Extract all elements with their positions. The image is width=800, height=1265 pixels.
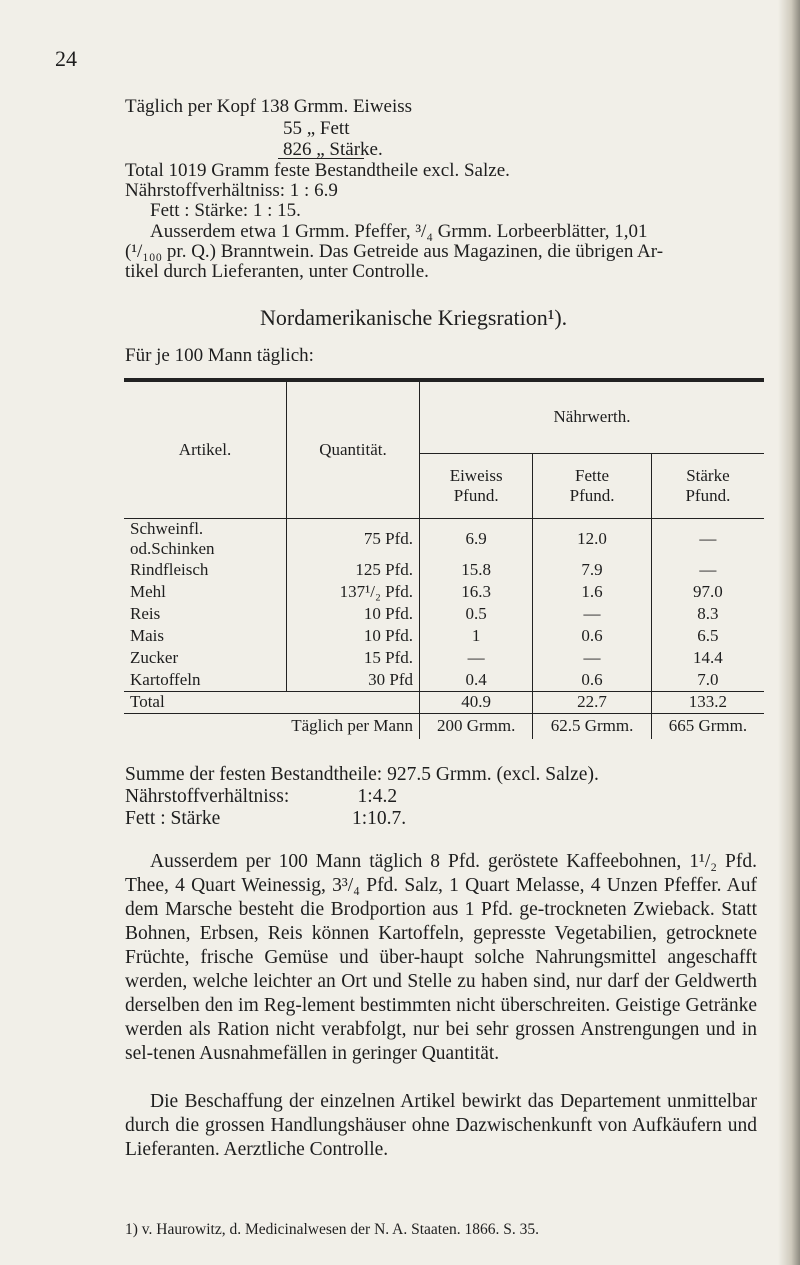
cell-quantitaet: 30 Pfd (287, 669, 420, 691)
cell-artikel: Kartoffeln (124, 669, 287, 691)
header-line-7: Ausserdem etwa 1 Grmm. Pfeffer, ³/₄ Grmm. Lorbeerblätter, 1,01 (150, 221, 648, 242)
subheader-staerke: Stärke Pfund. (685, 465, 731, 505)
table-row (124, 625, 764, 647)
daily-row (124, 713, 764, 739)
header-sum-rule (278, 158, 364, 159)
cell-eiweiss: 0.4 (420, 669, 533, 691)
cell-eiweiss: 1 (420, 625, 533, 647)
cell-quantitaet: 75 Pfd. (287, 519, 420, 560)
cell-artikel: Mais (124, 625, 287, 647)
total-staerke: 133.2 (688, 692, 728, 711)
header-line-1: Täglich per Kopf 138 Grmm. Eiweiss (125, 96, 413, 117)
cell-eiweiss: 16.3 (420, 581, 533, 603)
daily-eiweiss: 200 Grmm. (420, 713, 533, 739)
cell-quantitaet: 10 Pfd. (287, 603, 420, 625)
table-row (124, 581, 764, 603)
cell-eiweiss: 15.8 (420, 559, 533, 581)
paragraph-2: Die Beschaffung der einzelnen Artikel bewirkt das Departement unmittelbar durch die grossen Handlungshäuser ohne Dazwischenkunft von Aufkäufern und Lieferanten. Aerztliche Controlle. (125, 1091, 757, 1160)
page-number: 24 (55, 46, 77, 71)
table-row (124, 647, 764, 669)
cell-staerke: 7.0 (697, 669, 719, 689)
total-row (124, 691, 764, 713)
header-line-8: (¹/₁₀₀ pr. Q.) Branntwein. Das Getreide aus Magazinen, die übrigen Ar- (125, 241, 664, 262)
cell-eiweiss: 6.9 (420, 519, 533, 560)
section-intro: Für je 100 Mann täglich: (125, 345, 314, 366)
total-fette: 22.7 (533, 691, 652, 713)
summary-line-2: Nährstoffverhältniss: 1:4.2 (125, 786, 398, 807)
summary-line-1: Summe der festen Bestandtheile: 927.5 Grmm. (excl. Salze). (125, 764, 599, 785)
cell-fette: 7.9 (533, 559, 652, 581)
header-quantitaet: Quantität. (287, 380, 420, 519)
cell-quantitaet: 10 Pfd. (287, 625, 420, 647)
header-artikel: Artikel. (124, 380, 287, 519)
cell-fette: 12.0 (533, 519, 652, 560)
cell-staerke: 8.3 (697, 604, 719, 623)
header-line-6: Fett : Stärke: 1 : 15. (150, 200, 301, 221)
cell-staerke: 97.0 (693, 582, 723, 601)
cell-staerke: — (699, 560, 717, 579)
footnote: 1) v. Haurowitz, d. Medicinalwesen der N. A. Staaten. 1866. S. 35. (125, 1221, 539, 1238)
header-naehrwerth: Nährwerth. (420, 380, 765, 453)
total-label: Total (130, 692, 165, 711)
cell-eiweiss: — (420, 647, 533, 669)
paragraph-1: Ausserdem per 100 Mann täglich 8 Pfd. geröstete Kaffeebohnen, 1¹/₂ Pfd. Thee, 4 Quart Weinessig, 3³/₄ Pfd. Salz, 1 Quart Melasse, 4 Unzen Pfeffer. Auf dem Marsche besteht die Brodportion aus 1 Pfd. ge-trockneten Zwieback. Statt Bohnen, Erbsen, Reis können Kartoffeln, gepresste Vegetabilien, getrocknete Früchte, frische Gemüse und über-haupt solche Nahrungsmittel angeschafft werden, welche leichter an Ort und Stelle zu haben sind, nur darf der Geldwerth derselben den im Reg-lement bestimmten nicht überschreiten. Geistige Getränke werden als Ration nicht verabfolgt, nur bei sehr grossen Anstrengungen und in sel-tenen Ausnahmefällen in geringer Quantität. (125, 851, 757, 1064)
page-edge-shadow (778, 0, 800, 1265)
table-row (124, 559, 764, 581)
subheader-fette: Fette Pfund. (533, 453, 652, 518)
cell-staerke: 6.5 (697, 626, 719, 645)
cell-quantitaet: 125 Pfd. (287, 559, 420, 581)
table-row (124, 519, 764, 560)
header-line-4: Total 1019 Gramm feste Bestandtheile excl. Salze. (125, 160, 510, 181)
daily-label: Täglich per Mann (124, 713, 420, 739)
cell-staerke: — (699, 529, 717, 548)
section-title: Nordamerikanische Kriegsration¹). (260, 305, 568, 330)
total-eiweiss: 40.9 (420, 691, 533, 713)
cell-fette: 0.6 (533, 625, 652, 647)
cell-fette: — (533, 647, 652, 669)
cell-artikel: Mehl (124, 581, 287, 603)
header-line-3: 826 „ Stärke. (283, 139, 383, 160)
header-line-9: tikel durch Lieferanten, unter Controlle. (125, 261, 429, 282)
cell-artikel: Rindfleisch (124, 559, 287, 581)
table-row (124, 669, 764, 691)
table-row (124, 603, 764, 625)
cell-quantitaet: 137¹/₂ Pfd. (287, 581, 420, 603)
cell-quantitaet: 15 Pfd. (287, 647, 420, 669)
cell-fette: 0.6 (533, 669, 652, 691)
ration-table (124, 378, 764, 739)
daily-fette: 62.5 Grmm. (533, 713, 652, 739)
cell-artikel: Reis (124, 603, 287, 625)
header-line-2: 55 „ Fett (283, 118, 350, 139)
daily-staerke: 665 Grmm. (668, 716, 748, 736)
summary-line-3: Fett : Stärke 1:10.7. (125, 808, 407, 829)
cell-fette: 1.6 (533, 581, 652, 603)
cell-staerke: 14.4 (693, 648, 723, 667)
header-line-5: Nährstoffverhältniss: 1 : 6.9 (125, 180, 338, 201)
cell-eiweiss: 0.5 (420, 603, 533, 625)
cell-fette: — (533, 603, 652, 625)
subheader-eiweiss: Eiweiss Pfund. (420, 453, 533, 518)
cell-artikel: Zucker (124, 647, 287, 669)
cell-artikel: Schweinfl. od.Schinken (124, 519, 287, 560)
